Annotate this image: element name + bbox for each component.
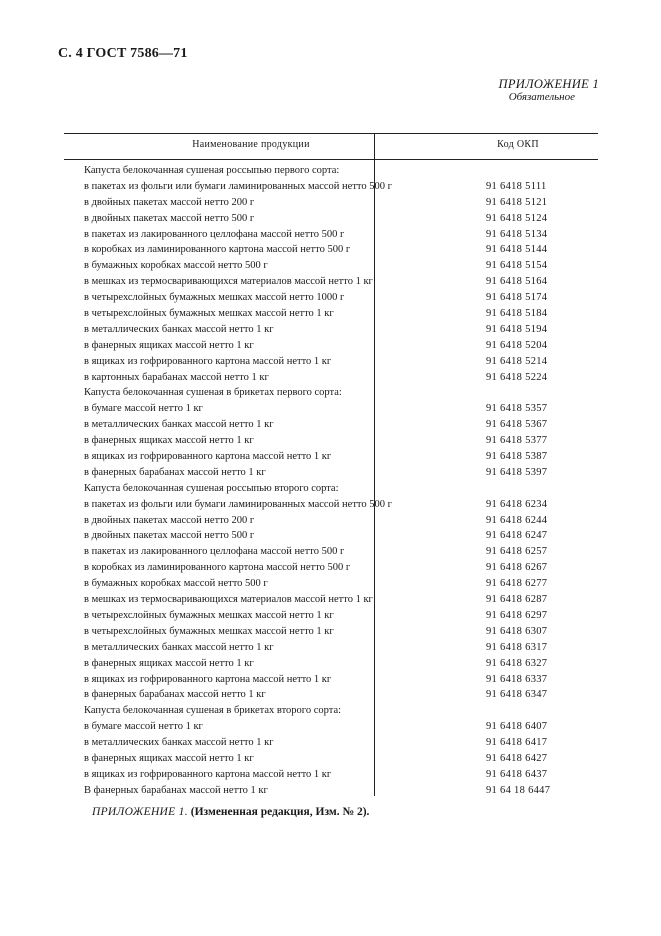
okp-code: 91 6418 6307 bbox=[486, 625, 548, 637]
table-row bbox=[64, 258, 598, 274]
okp-code: 91 6418 6337 bbox=[486, 673, 548, 685]
table-header bbox=[64, 133, 598, 160]
product-name: в металлических банках массой нетто 1 кг bbox=[84, 737, 274, 749]
product-name: в бумажных коробках массой нетто 500 г bbox=[84, 578, 268, 590]
okp-code: 91 6418 6247 bbox=[486, 530, 548, 542]
footer-note bbox=[92, 806, 369, 818]
product-name: в фанерных ящиках массой нетто 1 кг bbox=[84, 339, 254, 351]
table-row bbox=[64, 338, 598, 354]
okp-code: 91 6418 6277 bbox=[486, 578, 548, 590]
table-row bbox=[64, 640, 598, 656]
table-row bbox=[64, 544, 598, 560]
product-name: Капуста белокочанная сушеная в брикетах второго сорта: bbox=[84, 705, 342, 717]
product-name: в ящиках из гофрированного картона массой нетто 1 кг bbox=[84, 673, 332, 685]
okp-code: 91 6418 6297 bbox=[486, 609, 548, 621]
okp-code: 91 6418 6234 bbox=[486, 498, 548, 510]
product-name: в двойных пакетах массой нетто 200 г bbox=[84, 196, 255, 208]
product-name: в фанерных барабанах массой нетто 1 кг bbox=[84, 689, 266, 701]
footer-appendix-ref: ПРИЛОЖЕНИЕ 1. bbox=[92, 806, 188, 818]
product-name: В фанерных барабанах массой нетто 1 кг bbox=[84, 784, 268, 796]
okp-code: 91 6418 6267 bbox=[486, 562, 548, 574]
okp-code: 91 6418 5397 bbox=[486, 466, 548, 478]
product-name: Капуста белокочанная сушеная россыпью первого сорта: bbox=[84, 165, 340, 176]
okp-code: 91 6418 5194 bbox=[486, 323, 548, 335]
table-group-row bbox=[64, 385, 598, 401]
table-row bbox=[64, 576, 598, 592]
product-name: в пакетах из фольги или бумаги ламинированных массой нетто 500 г bbox=[84, 180, 392, 192]
document-reference: С. 4 ГОСТ 7586—71 bbox=[58, 46, 188, 61]
product-name: в ящиках из гофрированного картона массой нетто 1 кг bbox=[84, 355, 332, 367]
product-name: в двойных пакетах массой нетто 500 г bbox=[84, 530, 255, 542]
product-name: в мешках из термосваривающихся материалов массой нетто 1 кг bbox=[84, 594, 373, 606]
product-name: в четырехслойных бумажных мешках массой нетто 1 кг bbox=[84, 308, 334, 320]
okp-code: 91 6418 6417 bbox=[486, 737, 548, 749]
product-name: в пакетах из фольги или бумаги ламинированных массой нетто 500 г bbox=[84, 498, 392, 510]
product-name: в четырехслойных бумажных мешках массой нетто 1000 г bbox=[84, 292, 345, 304]
table-row bbox=[64, 290, 598, 306]
okp-code: 91 6418 6407 bbox=[486, 721, 548, 733]
okp-code: 91 6418 5204 bbox=[486, 339, 548, 351]
table-row bbox=[64, 735, 598, 751]
okp-code: 91 6418 5184 bbox=[486, 308, 548, 320]
product-name: в пакетах из лакированного целлофана массой нетто 500 г bbox=[84, 228, 345, 240]
okp-code: 91 6418 6287 bbox=[486, 594, 548, 606]
table-row bbox=[64, 560, 598, 576]
okp-code: 91 64 18 6447 bbox=[486, 784, 551, 796]
table-group-row bbox=[64, 703, 598, 719]
column-header-name: Наименование продукции bbox=[192, 139, 310, 150]
table-row bbox=[64, 274, 598, 290]
product-name: в бумаге массой нетто 1 кг bbox=[84, 403, 203, 415]
table-row bbox=[64, 211, 598, 227]
product-name: в ящиках из гофрированного картона массой нетто 1 кг bbox=[84, 768, 332, 780]
okp-code: 91 6418 6427 bbox=[486, 752, 548, 764]
table-row bbox=[64, 656, 598, 672]
appendix-heading bbox=[499, 77, 599, 103]
product-name: в фанерных барабанах массой нетто 1 кг bbox=[84, 466, 266, 478]
product-name: в мешках из термосваривающихся материалов массой нетто 1 кг bbox=[84, 276, 373, 288]
okp-code: 91 6418 5224 bbox=[486, 371, 548, 383]
table-row bbox=[64, 449, 598, 465]
table-row bbox=[64, 354, 598, 370]
table-row bbox=[64, 370, 598, 386]
table-row bbox=[64, 687, 598, 703]
table-row bbox=[64, 195, 598, 211]
product-name: в коробках из ламинированного картона массой нетто 500 г bbox=[84, 562, 351, 574]
table-row bbox=[64, 306, 598, 322]
product-name: в коробках из ламинированного картона массой нетто 500 г bbox=[84, 244, 351, 256]
product-name: в ящиках из гофрированного картона массой нетто 1 кг bbox=[84, 451, 332, 463]
table-row bbox=[64, 417, 598, 433]
product-name: Капуста белокочанная сушеная в брикетах первого сорта: bbox=[84, 387, 342, 399]
okp-code: 91 6418 5387 bbox=[486, 451, 548, 463]
okp-code: 91 6418 6257 bbox=[486, 546, 548, 558]
table-row bbox=[64, 433, 598, 449]
product-name: в металлических банках массой нетто 1 кг bbox=[84, 419, 274, 431]
okp-code: 91 6418 5124 bbox=[486, 212, 548, 224]
table-body bbox=[64, 160, 598, 799]
appendix-subtitle: Обязательное bbox=[508, 91, 575, 103]
okp-code: 91 6418 6327 bbox=[486, 657, 548, 669]
okp-code: 91 6418 5367 bbox=[486, 419, 548, 431]
okp-code: 91 6418 5377 bbox=[486, 435, 548, 447]
table-row bbox=[64, 513, 598, 529]
product-name: в металлических банках массой нетто 1 кг bbox=[84, 641, 274, 653]
okp-code: 91 6418 5144 bbox=[486, 244, 548, 256]
okp-code: 91 6418 6437 bbox=[486, 768, 548, 780]
product-name: в двойных пакетах массой нетто 200 г bbox=[84, 514, 255, 526]
product-name: в фанерных ящиках массой нетто 1 кг bbox=[84, 752, 254, 764]
product-name: в бумажных коробках массой нетто 500 г bbox=[84, 260, 268, 272]
product-name: в двойных пакетах массой нетто 500 г bbox=[84, 212, 255, 224]
product-name: в картонных барабанах массой нетто 1 кг bbox=[84, 371, 269, 383]
okp-code: 91 6418 5164 bbox=[486, 276, 548, 288]
okp-code: 91 6418 6347 bbox=[486, 689, 548, 701]
okp-code: 91 6418 5134 bbox=[486, 228, 548, 240]
okp-code: 91 6418 6244 bbox=[486, 514, 548, 526]
product-name: в бумаге массой нетто 1 кг bbox=[84, 721, 203, 733]
footer-amendment: (Измененная редакция, Изм. № 2). bbox=[190, 806, 370, 818]
product-name: в металлических банках массой нетто 1 кг bbox=[84, 323, 274, 335]
table-row bbox=[64, 719, 598, 735]
product-name: в четырехслойных бумажных мешках массой нетто 1 кг bbox=[84, 609, 334, 621]
table-row bbox=[64, 242, 598, 258]
table-row bbox=[64, 783, 598, 799]
okp-code: 91 6418 5214 bbox=[486, 355, 548, 367]
product-name: в четырехслойных бумажных мешках массой нетто 1 кг bbox=[84, 625, 334, 637]
product-name: в фанерных ящиках массой нетто 1 кг bbox=[84, 657, 254, 669]
product-name: в фанерных ящиках массой нетто 1 кг bbox=[84, 435, 254, 447]
okp-code: 91 6418 5154 bbox=[486, 260, 548, 272]
table-row bbox=[64, 179, 598, 195]
table-row bbox=[64, 322, 598, 338]
table-row bbox=[64, 528, 598, 544]
okp-code: 91 6418 5121 bbox=[486, 196, 548, 208]
table-row bbox=[64, 592, 598, 608]
table-row bbox=[64, 751, 598, 767]
table-group-row bbox=[64, 163, 598, 179]
table-row bbox=[64, 227, 598, 243]
product-name: в пакетах из лакированного целлофана массой нетто 500 г bbox=[84, 546, 345, 558]
table-row bbox=[64, 767, 598, 783]
okp-code: 91 6418 6317 bbox=[486, 641, 548, 653]
table-row bbox=[64, 672, 598, 688]
product-name: Капуста белокочанная сушеная россыпью второго сорта: bbox=[84, 482, 339, 494]
product-code-table bbox=[64, 133, 598, 799]
appendix-title: ПРИЛОЖЕНИЕ 1 bbox=[498, 77, 599, 91]
table-row bbox=[64, 624, 598, 640]
table-row bbox=[64, 497, 598, 513]
table-row bbox=[64, 401, 598, 417]
okp-code: 91 6418 5357 bbox=[486, 403, 548, 415]
table-row bbox=[64, 465, 598, 481]
table-row bbox=[64, 608, 598, 624]
okp-code: 91 6418 5111 bbox=[486, 180, 547, 192]
okp-code: 91 6418 5174 bbox=[486, 292, 548, 304]
table-group-row bbox=[64, 481, 598, 497]
column-header-code: Код ОКП bbox=[497, 139, 539, 150]
